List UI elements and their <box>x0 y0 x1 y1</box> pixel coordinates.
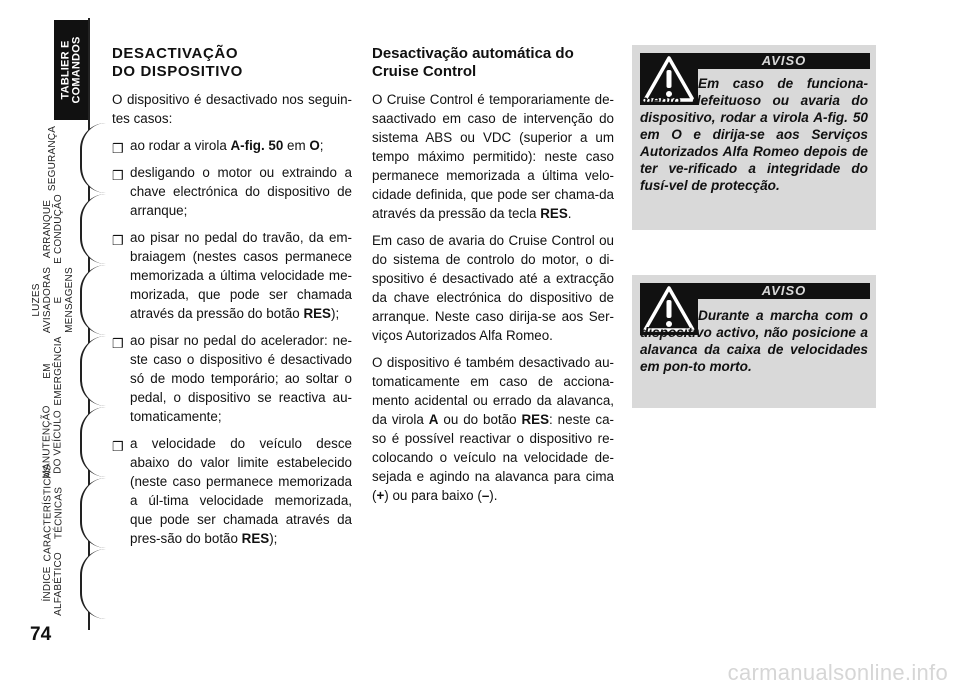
deactivation-list <box>112 136 352 548</box>
tab-em-emergencia[interactable] <box>18 336 88 406</box>
warning-box <box>632 45 876 230</box>
tab-label: ÍNDICE ALFABÉTICO <box>42 552 64 616</box>
intro-paragraph: O dispositivo é desactivado nos seguin-tes casos: <box>112 92 352 126</box>
tab-tablier-e-comandos[interactable] <box>54 20 88 120</box>
tab-label: LUZES AVISADORAS E MENSAGENS <box>31 266 75 334</box>
list-item: ❒ ao pisar no pedal do travão, da em-braiagem (nestes casos permanece memorizada a última velocidade me-morizada, que pode ser chamada através da pressão do botão RES); <box>112 230 352 321</box>
tab-label: ARRANQUE E CONDUÇÃO <box>41 194 64 264</box>
list-item: ❒ a velocidade do veículo desce abaixo do valor limite estabelecido (neste caso permanece memorizada a úl-tima velocidade memorizada, que pode ser chamada através da pres-são do botão RES); <box>112 436 352 546</box>
tab-arranque-e-conducao[interactable] <box>18 194 88 264</box>
page-number: 74 <box>30 624 52 645</box>
tab-label: MANUTENÇÃO DO VEÍCULO <box>42 405 64 479</box>
title-line-2: DO DISPOSITIVO <box>112 63 243 80</box>
list-item: ❒ ao pisar no pedal do acelerador: ne-ste caso o dispositivo é desactivado só de modo temporário; ao soltar o pedal, o dispositivo se reactiva au-tomaticamente; <box>112 333 352 424</box>
section-title <box>112 45 352 81</box>
section-title: Desactivação automática do Cruise Control <box>372 45 574 80</box>
warning-text: Durante a marcha com o dispositivo activo, não posicione a alavanca da caixa de velocidades em pon-to morto. <box>640 308 868 374</box>
column-deactivation <box>112 45 352 556</box>
warning-header: AVISO <box>698 53 870 69</box>
list-item: ❒ desligando o motor ou extraindo a chave electrónica do dispositivo de arranque; <box>112 165 352 218</box>
chapter-sidebar <box>0 0 92 692</box>
paragraph: O dispositivo é também desactivado au-tomaticamente em caso de acciona-mento acidental ou errado da alavanca, da virola A ou do botão RES: neste ca-so é possível reactivar o dispositivo re-colocando o veículo na velocidade de-sejada e agindo na alavanca para cima (+) ou para baixo (–). <box>372 355 614 503</box>
tab-label: TABLIER E COMANDOS <box>59 36 82 104</box>
tab-luzes-avisadoras[interactable] <box>18 265 88 335</box>
checkbox-bullet-icon: ❒ <box>112 336 124 351</box>
tab-caracteristicas-tecnicas[interactable] <box>18 464 88 562</box>
checkbox-bullet-icon: ❒ <box>112 439 124 454</box>
list-item: ❒ ao rodar a virola A-fig. 50 em O; <box>112 138 324 156</box>
warning-box <box>632 275 876 408</box>
tab-label: EM EMERGÊNCIA <box>42 336 64 406</box>
column-automatic-deactivation <box>372 45 614 513</box>
checkbox-bullet-icon: ❒ <box>112 168 124 183</box>
paragraph: O Cruise Control é temporariamente de-saactivado em caso de intervenção do sistema ABS ou VDC (superior a um tempo máximo permitido): neste caso permanece memorizada a última velo-cidade definida, que pode ser chama-da através da pressão da tecla RES. <box>372 92 614 221</box>
tab-label: CARACTERÍSTICAS TÉCNICAS <box>42 464 64 562</box>
paragraph: Em caso de avaria do Cruise Control ou do sistema de controlo do motor, o di-spositivo é desactivado até a extracção da chave electrónica do dispositivo de arranque. Neste caso dirija-se aos Ser-viços Autorizados Alfa Romeo. <box>372 233 614 343</box>
warning-text: Em caso de funciona-mento defeituoso ou avaria do dispositivo, rodar a virola A-fig. 50 em O e dirija-se aos Serviços Autorizados Alfa Romeo depois de ter ve-rificado a integridade do fusí-vel de protecção. <box>640 76 868 193</box>
tab-seguranca[interactable] <box>18 123 88 193</box>
checkbox-bullet-icon: ❒ <box>112 141 124 156</box>
checkbox-bullet-icon: ❒ <box>112 233 124 248</box>
figure-ref: A-fig. 50 <box>230 138 284 153</box>
tab-indice-alfabetico[interactable] <box>18 549 88 619</box>
tab-label: SEGURANÇA <box>47 125 59 191</box>
warning-header: AVISO <box>698 283 870 299</box>
watermark: carmanualsonline.info <box>727 660 948 685</box>
title-line-1: DESACTIVAÇÃO <box>112 45 239 62</box>
